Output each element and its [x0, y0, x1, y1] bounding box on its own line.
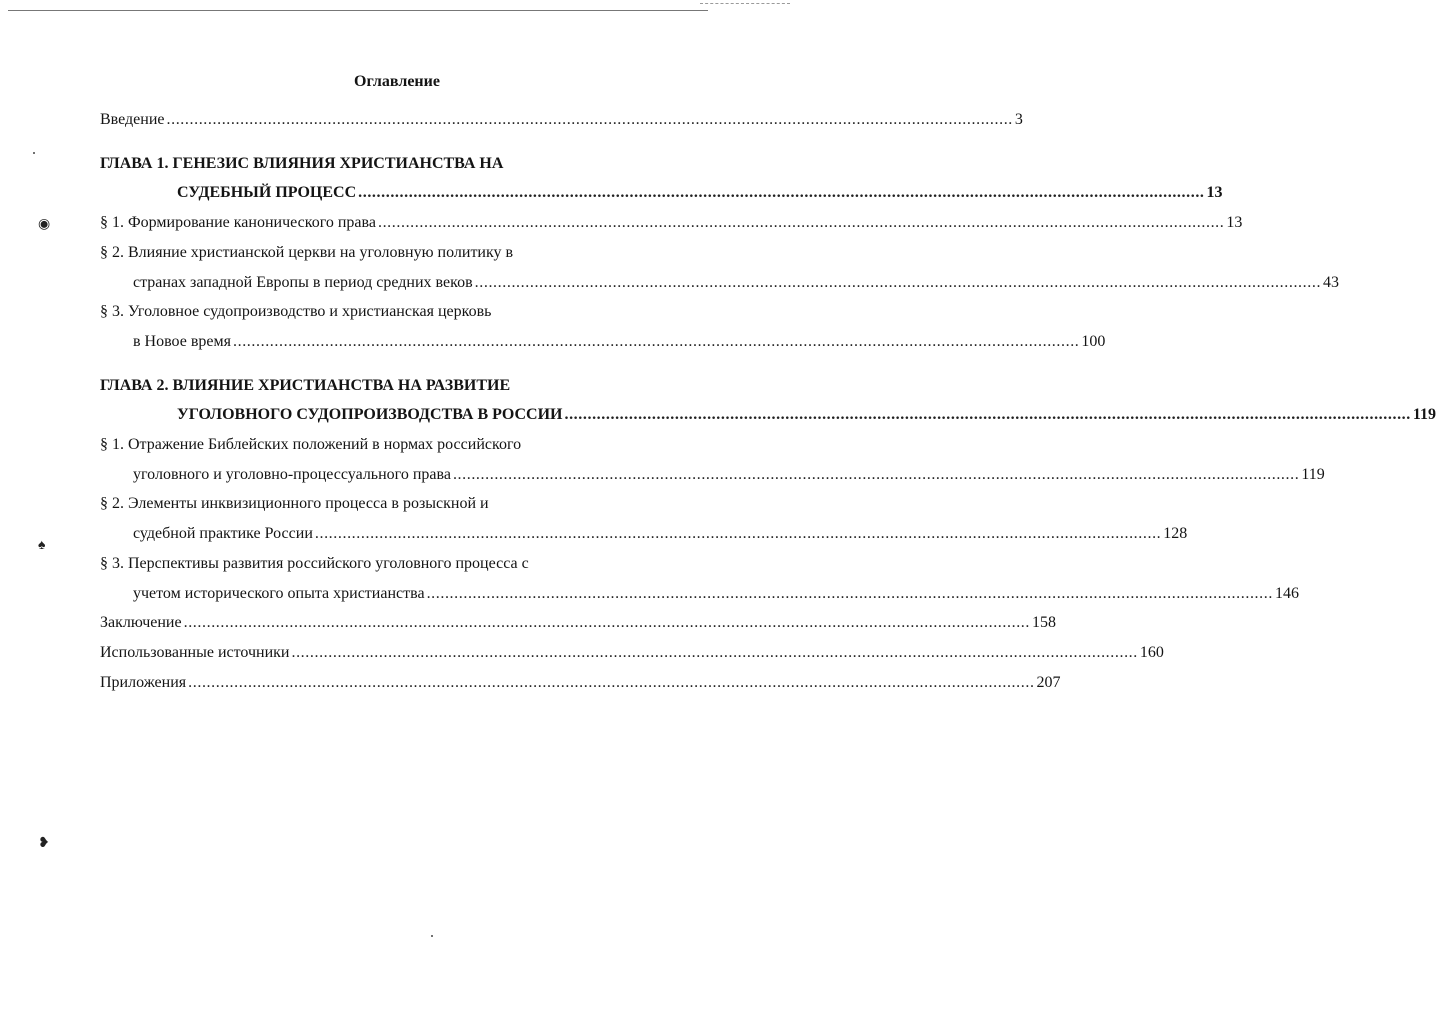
dot-leader: ........................................................................................................................................................................................ — [564, 406, 1411, 424]
toc-entry-section[interactable]: § 3. Уголовное судопроизводство и христианская церковь — [100, 303, 492, 321]
toc-entry-section-cont[interactable] — [100, 519, 1188, 549]
scan-speck — [33, 152, 35, 154]
toc-entry-label: Введение — [100, 111, 165, 128]
chapter-1-heading[interactable]: ГЛАВА 1. ГЕНЕЗИС ВЛИЯНИЯ ХРИСТИАНСТВА НА — [100, 154, 504, 172]
scan-edge-line — [8, 10, 708, 11]
toc-entry-label: учетом исторического опыта христианства — [133, 584, 425, 602]
toc-entry-section-cont[interactable] — [100, 579, 1299, 609]
toc-page-number: 43 — [1323, 273, 1340, 291]
toc-entry-appendices[interactable] — [100, 668, 1061, 698]
toc-entry-label: в Новое время — [133, 332, 231, 350]
table-of-contents — [100, 105, 1436, 697]
dot-leader: ........................................................................................................................................................................................ — [426, 584, 1273, 602]
toc-entry-label: Приложения — [100, 673, 187, 691]
toc-entry-sources[interactable] — [100, 638, 1164, 668]
chapter-2-heading[interactable]: ГЛАВА 2. ВЛИЯНИЕ ХРИСТИАНСТВА НА РАЗВИТИЕ — [100, 376, 511, 394]
toc-entry-section-cont[interactable] — [100, 460, 1325, 490]
binding-hole-mark: ❥ — [38, 836, 50, 851]
scan-edge-dash — [700, 3, 790, 4]
dot-leader: ........................................................................................................................................................................................ — [314, 525, 1162, 543]
dot-leader: ........................................................................................................................................................................................ — [183, 614, 1030, 632]
toc-page-number: 128 — [1163, 525, 1188, 543]
scan-speck — [431, 935, 433, 937]
dot-leader: ........................................................................................................................................................................................ — [358, 184, 1205, 202]
toc-page-number: 119 — [1301, 465, 1325, 483]
dot-leader: ........................................................................................................................................................................................ — [166, 111, 1013, 128]
toc-entry-section-cont[interactable] — [100, 327, 1106, 357]
toc-entry-label: странах западной Европы в период средних веков — [133, 273, 473, 291]
toc-entry-label: судебной практике России — [133, 525, 313, 543]
toc-entry-section[interactable] — [100, 208, 1243, 238]
toc-page-number: 119 — [1412, 406, 1436, 424]
toc-page-number: 3 — [1014, 111, 1023, 128]
chapter-2-heading-cont[interactable] — [100, 400, 1436, 430]
toc-entry-section[interactable]: § 2. Элементы инквизиционного процесса в розыскной и — [100, 495, 489, 513]
page-title: Оглавление — [354, 73, 440, 90]
toc-page-number: 13 — [1206, 184, 1223, 202]
toc-entry-label: § 1. Формирование канонического права — [100, 214, 376, 232]
toc-entry-section[interactable]: § 3. Перспективы развития российского уголовного процесса с — [100, 554, 529, 572]
dot-leader: ........................................................................................................................................................................................ — [188, 673, 1035, 691]
toc-entry-label: уголовного и уголовно-процессуального права — [133, 465, 451, 483]
toc-entry-section[interactable]: § 2. Влияние христианской церкви на уголовную политику в — [100, 243, 514, 261]
toc-page-number: 146 — [1274, 584, 1299, 602]
binding-hole-mark: ♠ — [38, 538, 46, 553]
dot-leader: ........................................................................................................................................................................................ — [452, 465, 1300, 483]
toc-entry-intro[interactable] — [100, 105, 1023, 135]
binding-hole-mark: ◉ — [38, 217, 51, 232]
toc-entry-label: Заключение — [100, 614, 182, 632]
toc-page-number: 160 — [1139, 643, 1164, 661]
chapter-1-heading-cont[interactable] — [100, 178, 1223, 208]
dot-leader: ........................................................................................................................................................................................ — [474, 273, 1322, 291]
toc-entry-conclusion[interactable] — [100, 608, 1056, 638]
toc-page-number: 13 — [1226, 214, 1243, 232]
toc-entry-label: УГОЛОВНОГО СУДОПРОИЗВОДСТВА В РОССИИ — [177, 406, 563, 424]
toc-entry-section[interactable]: § 1. Отражение Библейских положений в нормах российского — [100, 436, 522, 454]
dot-leader: ........................................................................................................................................................................................ — [291, 643, 1138, 661]
toc-page-number: 100 — [1081, 332, 1106, 350]
toc-entry-section-cont[interactable] — [100, 268, 1340, 298]
toc-page-number: 158 — [1032, 614, 1056, 632]
dot-leader: ........................................................................................................................................................................................ — [233, 332, 1080, 350]
toc-entry-label: Использованные источники — [100, 643, 290, 661]
toc-page-number: 207 — [1036, 673, 1061, 691]
dot-leader: ........................................................................................................................................................................................ — [377, 214, 1225, 232]
toc-entry-label: СУДЕБНЫЙ ПРОЦЕСС — [177, 184, 357, 202]
